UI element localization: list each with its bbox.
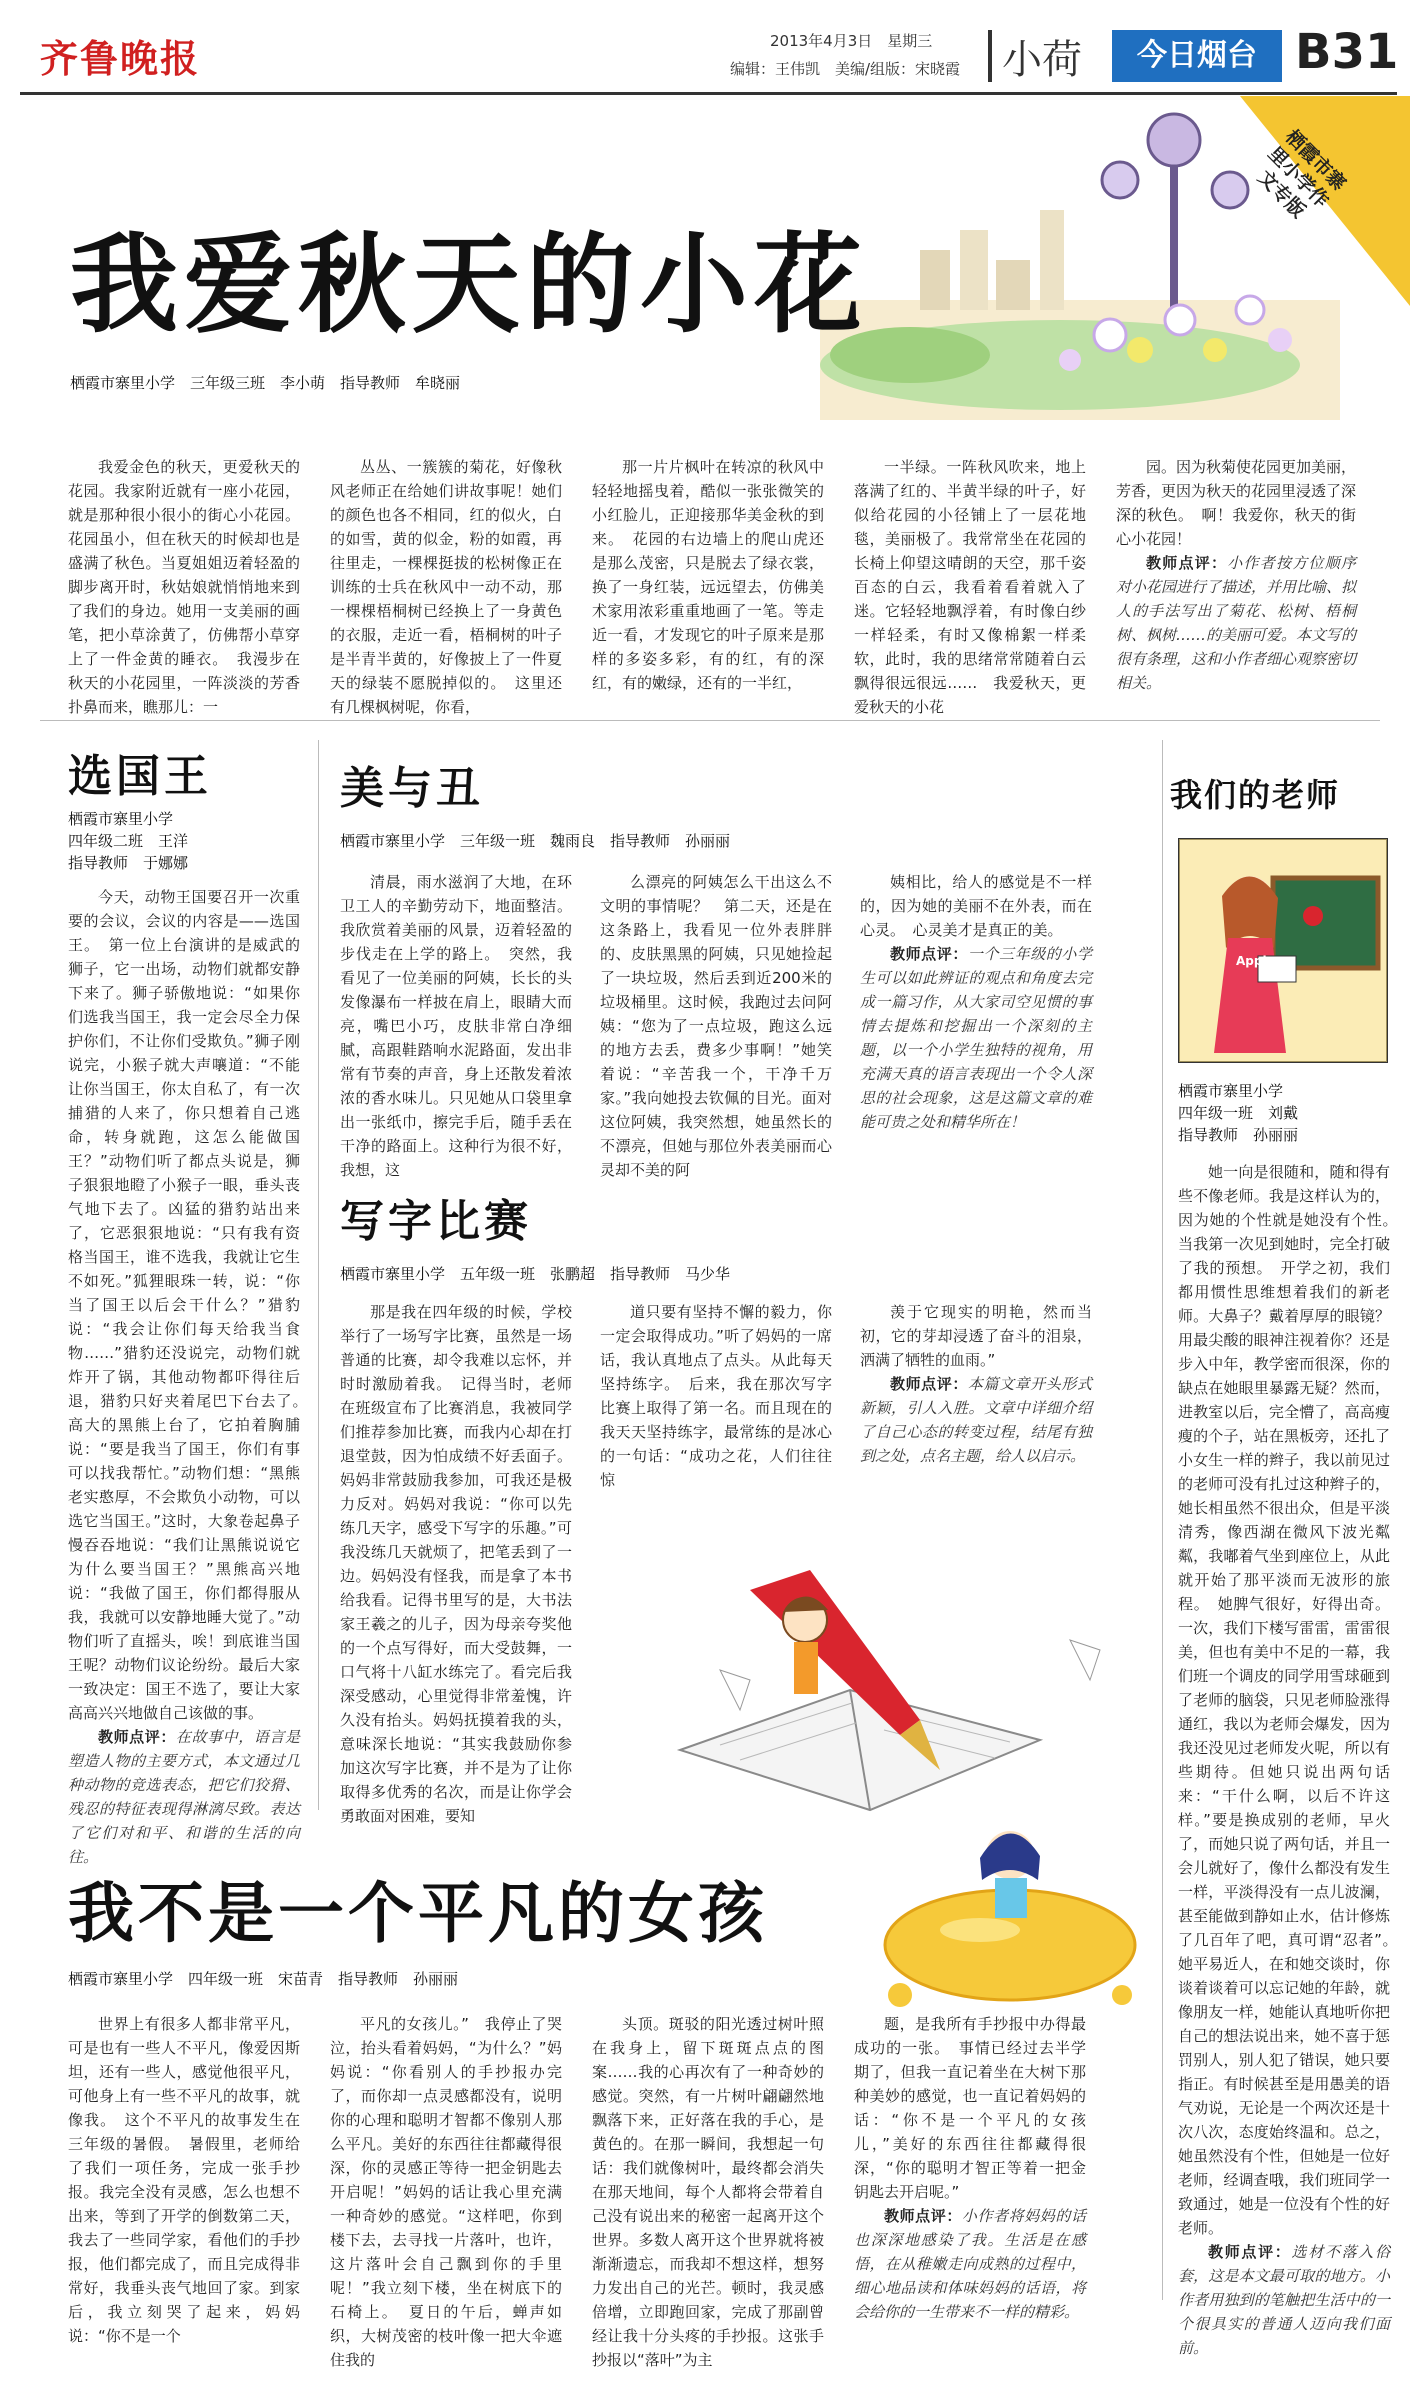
section-name: 小荷 xyxy=(1002,37,1082,83)
teacher-comment-label: 教师点评： xyxy=(1208,2243,1292,2261)
article6-title: 我们的老师 xyxy=(1170,776,1341,814)
article5-column-1: 世界上有很多人都非常平凡，可是也有一些人不平凡，像爱因斯坦，还有一些人，感觉他很平凡，可他身上有一些不平凡的故事，就像我。 这个不平凡的故事发生在三年级的暑假。 暑假里，老师给了我们一项任务，完成一张手抄报。我完全没有灵感，怎么也想不出来，等到了开学的倒数第二天，我去了一些同学家，看他们的手抄报，他们都完成了，而且完成得非常好，我垂头丧气地回了家。到家后，我立刻哭了起来，妈妈说：“你不是一个 xyxy=(68,2015,300,2345)
article2-byline: 栖霞市寨里小学 四年级二班 王洋 指导教师 于娜娜 xyxy=(68,810,189,872)
section-tag: 今日烟台 xyxy=(1112,30,1282,82)
newspaper-logo: 齐鲁晚报 xyxy=(40,36,201,81)
article5-byline: 栖霞市寨里小学 四年级一班 宋苗青 指导教师 孙丽丽 xyxy=(68,1970,459,1988)
pen-and-book-illustration xyxy=(600,1520,1120,1820)
teacher-comment-label: 教师点评： xyxy=(890,1375,968,1393)
article1-column-2: 丛丛、一簇簇的菊花，好像秋风老师正在给她们讲故事呢！她们的颜色也各不相同，红的似火，白的如雪，黄的似金，粉的如霞，再往里走，一棵棵挺拔的松树像正在训练的士兵在秋风中一动不动，那一棵棵梧桐树已经换上了一身黄色的衣服，走近一看，梧桐树的叶子是半青半黄的，好像披上了一件夏天的绿装不愿脱掉似的。 这里还有几棵枫树呢，你看， xyxy=(330,458,562,716)
article1-column-3: 那一片片枫叶在转凉的秋风中轻轻地摇曳着，酷似一张张微笑的小红脸儿，正迎接那华美金秋的到来。 花园的右边墙上的爬山虎还是那么茂密，只是脱去了绿衣裳，换了一身红装，远远望去，仿佛美术家用浓彩重重地画了一笔。等走近一看，才发现它的叶子原来是那样的多姿多彩，有的红，有的深红，有的嫩绿，还有的一半红， xyxy=(592,458,824,692)
teacher-comment-label: 教师点评： xyxy=(884,2207,962,2225)
article5-column-4: 题，是我所有手抄报中办得最成功的一张。 事情已经过去半学期了，但我一直记着坐在大树下那种美妙的感觉，也一直记着妈妈的话：“你不是一个平凡的女孩儿，”美好的东西往往都藏得很深，“你的聪明才智正等着一把金钥匙去开启呢。” 教师点评：小作者将妈妈的话也深深地感染了我。生活是在感悟，在从稚嫩走向成熟的过程中，细心地品读和体味妈妈的话语，将会给你的一生带来不一样的精彩。 xyxy=(854,2015,1086,2321)
teacher-comment: 小作者按方位顺序对小花园进行了描述，并用比喻、拟人的手法写出了菊花、松树、梧桐树、枫树……的美丽可爱。本文写的很有条理，这和小作者细心观察密切相关。 xyxy=(1116,554,1357,692)
teacher-comment: 本篇文章开头形式新颖，引人入胜。文章中详细介绍了自己心态的转变过程，结尾有独到之处，点名主题，给人以启示。 xyxy=(860,1375,1092,1465)
article3-column-1: 清晨，雨水滋润了大地，在环卫工人的辛勤劳动下，地面整洁。我欣赏着美丽的风景，迈着轻盈的步伐走在上学的路上。 突然，我看见了一位美丽的阿姨，长长的头发像瀑布一样披在肩上，眼睛大而亮，嘴巴小巧，皮肤非常白净细腻，高跟鞋踏响水泥路面，发出非常有节奏的声音，身上还散发着浓浓的香水味儿。只见她从口袋里拿出一张纸巾，擦完手后，随手丢在干净的路面上。这种行为很不好，我想，这 xyxy=(340,873,572,1179)
article3-byline: 栖霞市寨里小学 三年级一班 魏雨良 指导教师 孙丽丽 xyxy=(340,832,731,850)
article5-title: 我不是一个平凡的女孩 xyxy=(68,1875,768,1952)
column-divider xyxy=(318,740,319,1810)
page-number: B31 xyxy=(1295,24,1399,80)
teacher-comment: 小作者将妈妈的话也深深地感染了我。生活是在感悟，在从稚嫩走向成熟的过程中，细心地品读和体味妈妈的话语，将会给你的一生带来不一样的精彩。 xyxy=(854,2207,1086,2321)
teacher-comment: 在故事中，语言是塑造人物的主要方式，本文通过几种动物的竞选表态，把它们狡猾、残忍的特征表现得淋漓尽致。表达了它们对和平、和谐的生活的向往。 xyxy=(68,1728,300,1866)
article1-title: 我爱秋天的小花 xyxy=(70,223,869,348)
article6-body: 她一向是很随和，随和得有些不像老师。我是这样认为的，因为她的个性就是她没有个性。 当我第一次见到她时，完全打破了我的预想。 开学之初，我们都用惯性思维想着我们的新老师。大鼻子？戴着厚厚的眼镜？用最尖酸的眼神注视着你？还是步入中年，教学密而很深，你的缺点在她眼里暴露无疑？然而，进教室以后，完全懵了，高高瘦瘦的个子，站在黑板旁，还扎了小女生一样的辫子，我以前见过的老师可没有扎过这种辫子的，她长相虽然不很出众，但是平淡清秀，像西湖在微风下波光粼粼，我嘟着气坐到座位上，从此就开始了那平淡而无波形的旅程。 她脾气很好，好得出奇。一次，我们下楼写雷雷，雷雷很美，但也有美中不足的一幕，我们班一个调皮的同学用雪球砸到了老师的脑袋，只见老师脸涨得通红，我以为老师会爆发，因为我还没见过老师发火呢，所以有些期待。但她只说出两句话来：“干什么啊，以后不许这样。”要是换成别的老师，早火了，而她只说了两句话，并且一会儿就好了，像什么都没有发生一样，平淡得没有一点儿波澜，甚至能做到静如止水，估计修炼了几百年了吧，真可谓“忍者”。 她平易近人，在和她交谈时，你谈着谈着可以忘记她的年龄，就像朋友一样，她能认真地听你把自己的想法说出来，她不喜于惩罚别人，别人犯了错误，她只要指正。有时候甚至是用愚美的语气劝说，无论是一个两次还是十次八次，态度始终温和。总之，她虽然没有个性，但她是一位好老师，经调查哦，我们班同学一致通过，她是一位没有个性的好老师。 教师点评：选材不落入俗套，这是本文最可取的地方。小作者用独到的笔触把生活中的一个很具实的普通人迈向我们面前。 xyxy=(1178,1163,1406,2357)
masthead-divider xyxy=(988,30,992,82)
article4-title: 写字比赛 xyxy=(340,1196,532,1247)
article4-byline: 栖霞市寨里小学 五年级一班 张鹏超 指导教师 马少华 xyxy=(340,1265,731,1283)
article1-column-1: 我爱金色的秋天，更爱秋天的花园。我家附近就有一座小花园，就是那种很小很小的街心小花园。花园虽小，但在秋天的时候却也是盛满了秋色。当夏姐姐迈着轻盈的脚步离开时，秋姑娘就悄悄地来到了我们的身边。她用一支美丽的画笔，把小草涂黄了，仿佛帮小草穿上了一件金黄的睡衣。 我漫步在秋天的小花园里，一阵淡淡的芳香扑鼻而来，瞧那儿：一 xyxy=(68,458,300,716)
apple-label: Apple xyxy=(1236,954,1275,968)
article3-title: 美与丑 xyxy=(340,763,484,814)
article4-column-2: 道只要有坚持不懈的毅力，你一定会取得成功。”听了妈妈的一席话，我认真地点了点头。从此每天坚持练字。 后来，我在那次写字比赛上取得了第一名。而且现在的我天天坚持练字，最常练的是冰心的一句话：“成功之花，人们往往惊 xyxy=(600,1303,832,1489)
article1-column-4: 一半绿。一阵秋风吹来，地上落满了红的、半黄半绿的叶子，好似给花园的小径铺上了一层花地毯，美丽极了。我常常坐在花园的长椅上仰望这晴朗的天空，那千姿百态的白云，我看着看着就入了迷。它轻轻地飘浮着，有时像白纱一样轻柔，有时又像棉絮一样柔软，此时，我的思绪常常随着白云飘得很远很远…… 我爱秋天，更爱秋天的小花 xyxy=(854,458,1086,716)
article4-column-1: 那是我在四年级的时候，学校举行了一场写字比赛，虽然是一场普通的比赛，却令我难以忘怀，并时时激励着我。 记得当时，老师在班级宣布了比赛消息，我被同学们推荐参加比赛，而我内心却在打退堂鼓，因为怕成绩不好丢面子。妈妈非常鼓励我参加，可我还是极力反对。妈妈对我说：“你可以先练几天字，感受下写字的乐趣。”可我没练几天就烦了，把笔丢到了一边。妈妈没有怪我，而是拿了本书给我看。记得书里写的是，大书法家王羲之的儿子，因为母亲夸奖他的一个点写得好，而大受鼓舞，一口气将十八缸水练完了。看完后我深受感动，心里觉得非常羞愧，许久没有抬头。妈妈抚摸着我的头，意味深长地说：“其实我鼓励你参加这次写字比赛，并不是为了让你取得多优秀的名次，而是让你学会勇敢面对困难，要知 xyxy=(340,1303,572,1825)
article3-column-2: 么漂亮的阿姨怎么干出这么不文明的事情呢？ 第二天，还是在这条路上，我看见一位外表胖胖的、皮肤黑黑的阿姨，只见她捡起了一块垃圾，然后丢到近200米的垃圾桶里。这时候，我跑过去问阿姨：“您为了一点垃圾，跑这么远的地方去丢，费多少事啊！”她笑着说：“辛苦我一个，干净千万家。”我向她投去钦佩的目光。面对这位阿姨，我突然想，她虽然长的不漂亮，但她与那位外表美丽而心灵却不美的阿 xyxy=(600,873,832,1179)
article6-byline: 栖霞市寨里小学 四年级一班 刘戴 指导教师 孙丽丽 xyxy=(1178,1082,1299,1144)
teacher-comment-label: 教师点评： xyxy=(98,1728,176,1746)
teacher-illustration xyxy=(1178,838,1388,1063)
ribbon-label: 栖霞市寨里小学作文专版 xyxy=(1253,125,1350,223)
teacher-comment-label: 教师点评： xyxy=(1146,554,1228,572)
article2-title: 选国王 xyxy=(68,751,212,802)
article1-byline: 栖霞市寨里小学 三年级三班 李小萌 指导教师 牟晓丽 xyxy=(70,374,461,392)
teacher-comment-label: 教师点评： xyxy=(890,945,968,963)
article2-body: 今天，动物王国要召开一次重要的会议，会议的内容是——选国王。 第一位上台演讲的是威武的狮子，它一出场，动物们就都安静下来了。狮子骄傲地说：“如果你们选我当国王，我一定会尽全力保护你们，不让你们受欺负。”狮子刚说完，小猴子就大声嚷道：“不能让你当国王，你太自私了，有一次捕猎的人来了，你只想着自己逃命，转身就跑，这怎么能做国王？”动物们听了都点头说是，狮子狠狠地瞪了小猴子一眼，垂头丧气地下去了。凶猛的猎豹站出来了，它恶狠狠地说：“只有我有资格当国王，谁不选我，我就让它生不如死。”狐狸眼珠一转，说：“你当了国王以后会干什么？”猎豹说：“我会让你们每天给我当食物……”猎豹还没说完，动物们就炸开了锅，其他动物都吓得往后退，猎豹只好夹着尾巴下台去了。 高大的黑熊上台了，它拍着胸脯说：“要是我当了国王，你们有事可以找我帮忙。”动物们想：“黑熊老实憨厚，不会欺负小动物，可以选它当国王。”这时，大象卷起鼻子慢吞吞地说：“我们让黑熊说说它为什么要当国王？”黑熊高兴地说：“我做了国王，你们都得服从我，我就可以安静地睡大觉了。”动物们听了直摇头，唉！到底谁当国王呢？动物们议论纷纷。最后大家一致决定：国王不选了，要让大家高高兴兴地做自己该做的事。 教师点评：在故事中，语言是塑造人物的主要方式，本文通过几种动物的竞选表态，把它们狡猾、残忍的特征表现得淋漓尽致。表达了它们对和平、和谐的生活的向往。 xyxy=(68,888,316,1866)
masthead-rule xyxy=(20,92,1397,95)
section-divider xyxy=(40,720,1380,721)
editor-credits: 编辑：王伟凯 美编/组版：宋晓霞 xyxy=(730,60,961,78)
girl-on-lemon-illustration xyxy=(860,1800,1160,2010)
column-divider xyxy=(1162,740,1163,2300)
article1-column-5: 园。因为秋菊使花园更加美丽，芳香，更因为秋天的花园里浸透了深深的秋色。 啊！我爱你，秋天的街心小花园！ 教师点评：小作者按方位顺序对小花园进行了描述，并用比喻、拟人的手法写出了菊花、松树、梧桐树、枫树……的美丽可爱。本文写的很有条理，这和小作者细心观察密切相关。 xyxy=(1116,458,1357,692)
article5-column-2: 平凡的女孩儿。” 我停止了哭泣，抬头看着妈妈，“为什么？”妈妈说：“你看别人的手抄报办完了，而你却一点灵感都没有，说明你的心理和聪明才智都不像别人那么平凡。美好的东西往往都藏得很深，你的灵感正等待一把金钥匙去开启呢！”妈妈的话让我心里充满一种奇妙的感觉。“这样吧，你到楼下去，去寻找一片落叶，也许，这片落叶会自己飘到你的手里呢！”我立刻下楼，坐在树底下的石椅上。 夏日的午后，蝉声如织，大树茂密的枝叶像一把大伞遮住我的 xyxy=(330,2015,562,2369)
article3-column-3: 姨相比，给人的感觉是不一样的，因为她的美丽不在外表，而在心灵。 心灵美才是真正的美。 教师点评：一个三年级的小学生可以如此辨证的观点和角度去完成一篇习作，从大家司空见惯的事情去提炼和挖掘出一个深刻的主题，以一个小学生独特的视角，用充满天真的语言表现出一个令人深思的社会现象，这是这篇文章的难能可贵之处和精华所在！ xyxy=(860,873,1092,1131)
teacher-comment: 一个三年级的小学生可以如此辨证的观点和角度去完成一篇习作，从大家司空见惯的事情去提炼和挖掘出一个深刻的主题，以一个小学生独特的视角，用充满天真的语言表现出一个令人深思的社会现象，这是这篇文章的难能可贵之处和精华所在！ xyxy=(860,945,1092,1131)
article5-column-3: 头顶。斑驳的阳光透过树叶照在我身上，留下斑斑点点的图案……我的心再次有了一种奇妙的感觉。突然，有一片树叶翩翩然地飘落下来，正好落在我的手心，是黄色的。在那一瞬间，我想起一句话：我们就像树叶，最终都会消失在那天地间，每个人都将会带着自己没有说出来的秘密一起离开这个世界。多数人离开这个世界就将被渐渐遗忘，而我却不想这样，想努力发出自己的光芒。顿时，我灵感倍增，立即跑回家，完成了那副曾经让我十分头疼的手抄报。这张手抄报以“落叶”为主 xyxy=(592,2015,824,2369)
article4-column-3: 羡于它现实的明艳，然而当初，它的芽却浸透了奋斗的泪泉，洒满了牺牲的血雨。” 教师点评：本篇文章开头形式新颖，引人入胜。文章中详细介绍了自己心态的转变过程，结尾有独到之处，点名主题，给人以启示。 xyxy=(860,1303,1092,1465)
issue-date: 2013年4月3日 星期三 xyxy=(770,32,933,50)
teacher-comment: 选材不落入俗套，这是本文最可取的地方。小作者用独到的笔触把生活中的一个很具实的普通人迈向我们面前。 xyxy=(1178,2243,1390,2357)
